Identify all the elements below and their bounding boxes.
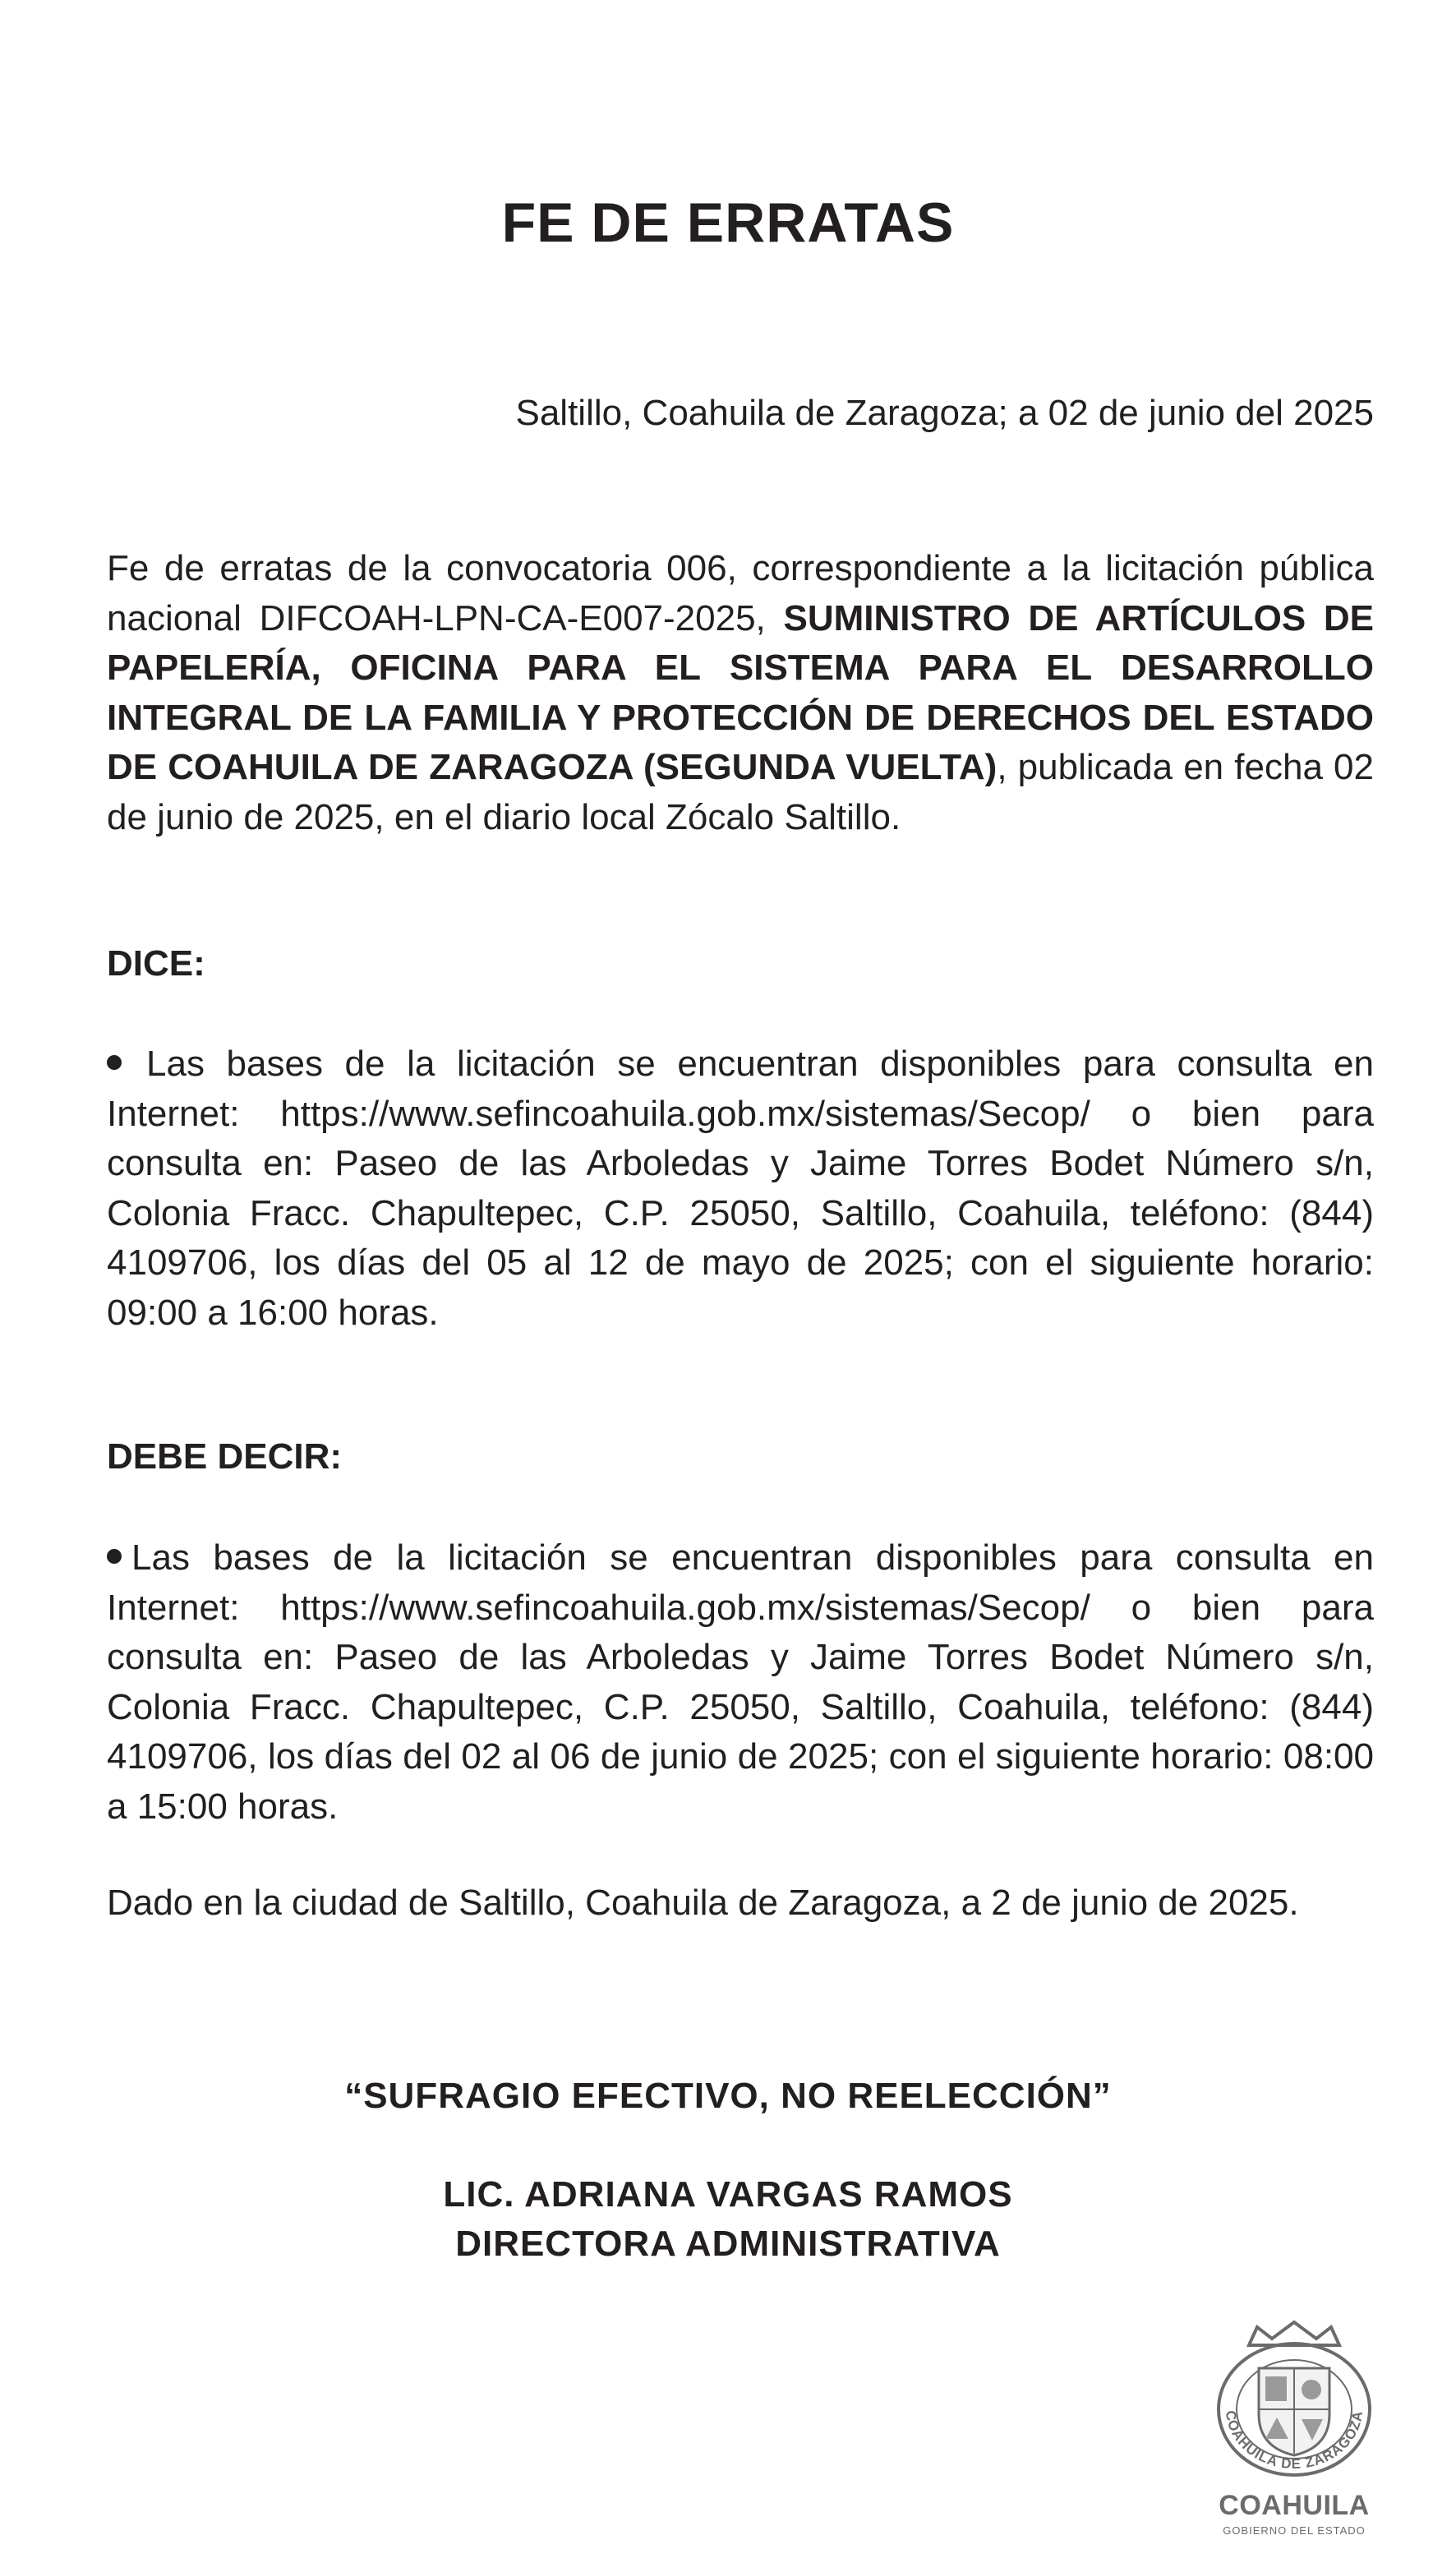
document-title: FE DE ERRATAS — [501, 191, 955, 254]
debe-decir-paragraph — [107, 1533, 1374, 1832]
svg-text:COAHUILA DE ZARAGOZA: COAHUILA DE ZARAGOZA — [1222, 2409, 1366, 2473]
debe-decir-heading: DEBE DECIR: — [107, 1436, 343, 1477]
signer-position: DIRECTORA ADMINISTRATIVA — [455, 2224, 1001, 2264]
bullet-icon — [107, 1055, 122, 1070]
dice-text: Las bases de la licitación se encuentran disponibles para consulta en Internet: https://www.sefincoahuila.gob.mx/sistemas/Secop/ o bien para consulta en: Paseo de las Arboledas y Jaime Torres Bodet Número s/n, Colonia Fracc. Chapultepec, C.P. 25050, Saltillo, Coahuila, teléfono: (844) 4109706, los días del 05 al 12 de mayo de 2025; con el siguiente horario: 09:00 a 16:00 horas. — [107, 1044, 1374, 1333]
signer-name: LIC. ADRIANA VARGAS RAMOS — [443, 2174, 1013, 2215]
logo-wordmark: COAHUILA — [1219, 2490, 1370, 2521]
motto: “SUFRAGIO EFECTIVO, NO REELECCIÓN” — [344, 2076, 1112, 2116]
dice-paragraph — [107, 1039, 1374, 1338]
debe-decir-text: Las bases de la licitación se encuentran disponibles para consulta en Internet: https://www.sefincoahuila.gob.mx/sistemas/Secop/ o bien para consulta en: Paseo de las Arboledas y Jaime Torres Bodet Número s/n, Colonia Fracc. Chapultepec, C.P. 25050, Saltillo, Coahuila, teléfono: (844) 4109706, los días del 02 al 06 de junio de 2025; con el siguiente horario: 08:00 a 15:00 horas. — [107, 1537, 1374, 1827]
logo-subtitle: GOBIERNO DEL ESTADO — [1223, 2524, 1366, 2537]
intro-text-end: , publicada en fecha 02 de junio de 2025, en el diario local Zócalo Saltillo. — [107, 747, 1374, 837]
intro-text-start: Fe de erratas de la convocatoria 006, correspondiente a la licitación pública nacional DIFCOAH-LPN-CA-E007-2025, — [107, 548, 1374, 638]
intro-paragraph — [107, 544, 1374, 842]
dice-heading: DICE: — [107, 943, 205, 984]
intro-bold-subject: SUMINISTRO DE ARTÍCULOS DE PAPELERÍA, OFICINA PARA EL SISTEMA PARA EL DESARROLLO INTEGRAL DE LA FAMILIA Y PROTECCIÓN DE DERECHOS DEL ESTADO DE COAHUILA DE ZARAGOZA (SEGUNDA VUELTA) — [107, 597, 1375, 787]
closing-paragraph: Dado en la ciudad de Saltillo, Coahuila de Zaragoza, a 2 de junio de 2025. — [107, 1883, 1299, 1923]
bullet-icon — [107, 1549, 122, 1564]
date-line: Saltillo, Coahuila de Zaragoza; a 02 de junio del 2025 — [515, 393, 1374, 433]
